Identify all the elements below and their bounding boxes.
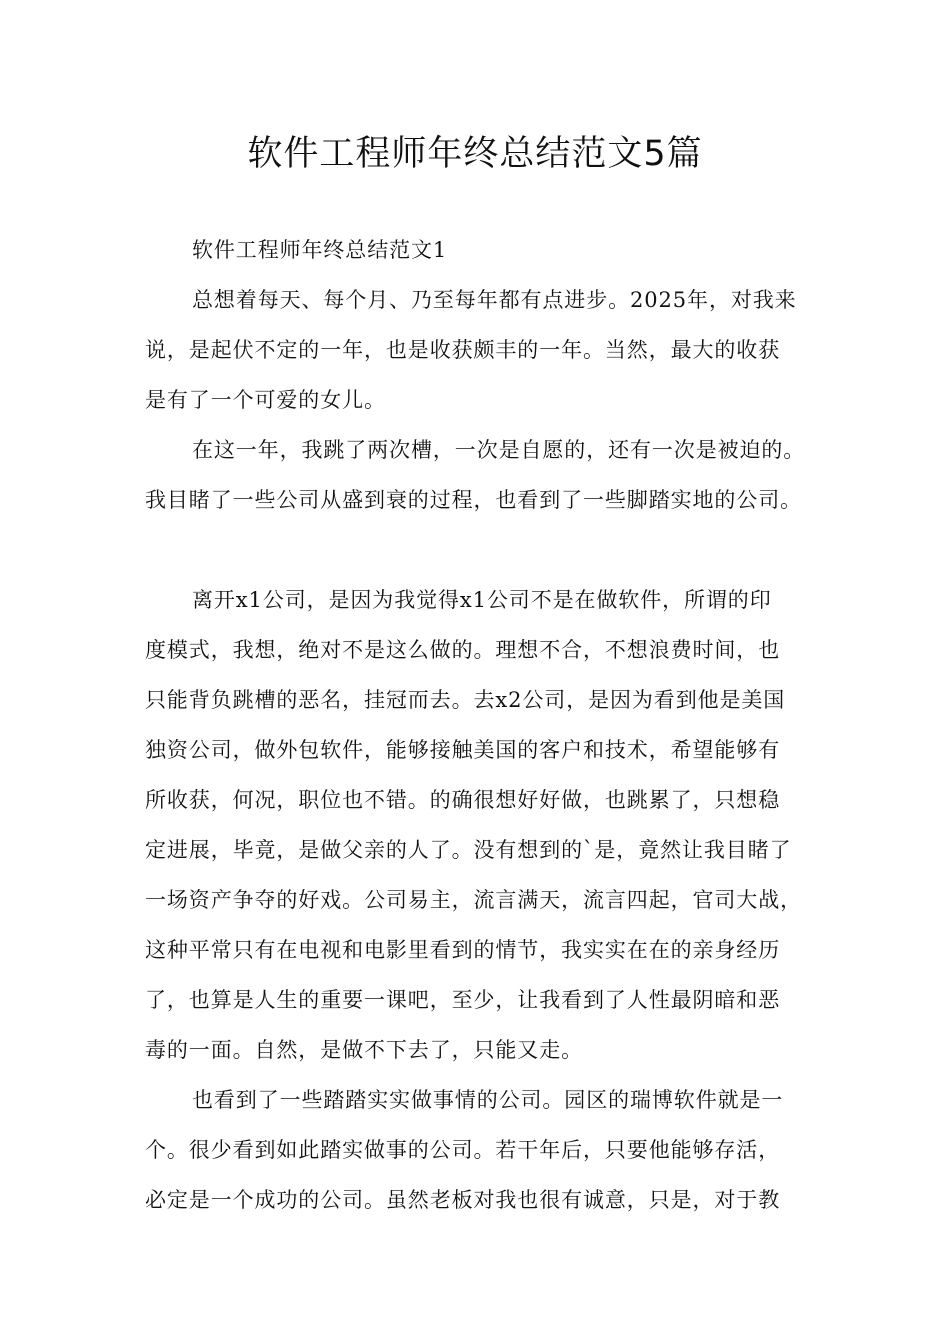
body-line: 定进展，毕竟，是做父亲的人了。没有想到的`是，竟然让我目睹了: [145, 838, 792, 862]
body-line: 也看到了一些踏踏实实做事情的公司。园区的瑞博软件就是一: [192, 1088, 784, 1112]
body-line: 必定是一个成功的公司。虽然老板对我也很有诚意，只是，对于教: [145, 1188, 781, 1212]
body-line: 只能背负跳槽的恶名，挂冠而去。去x2公司，是因为看到他是美国: [145, 688, 786, 712]
body-line: 说，是起伏不定的一年，也是收获颇丰的一年。当然，最大的收获: [145, 338, 781, 362]
body-line: 独资公司，做外包软件，能够接触美国的客户和技术，希望能够有: [145, 738, 781, 762]
body-line: 这种平常只有在电视和电影里看到的情节，我实实在在的亲身经历: [145, 938, 781, 962]
body-line: 毒的一面。自然，是做不下去了，只能又走。: [145, 1038, 583, 1062]
body-line: 个。很少看到如此踏实做事的公司。若干年后，只要他能够存活，: [145, 1138, 781, 1162]
body-line: 了，也算是人生的重要一课吧，至少，让我看到了人性最阴暗和恶: [145, 988, 781, 1012]
body-line: 我目睹了一些公司从盛到衰的过程，也看到了一些脚踏实地的公司。: [145, 488, 802, 512]
document-title: 软件工程师年终总结范文5篇: [247, 134, 703, 174]
body-line: 总想着每天、每个月、乃至每年都有点进步。2025年，对我来: [192, 288, 797, 312]
section-heading: 软件工程师年终总结范文1: [192, 238, 448, 262]
body-line: 一场资产争夺的好戏。公司易主，流言满天，流言四起，官司大战，: [145, 888, 802, 912]
body-line: 离开x1公司，是因为我觉得x1公司不是在做软件，所谓的印: [192, 588, 772, 612]
body-line: 度模式，我想，绝对不是这么做的。理想不合，不想浪费时间，也: [145, 638, 781, 662]
body-line: 是有了一个可爱的女儿。: [145, 388, 386, 412]
body-line: 在这一年，我跳了两次槽，一次是自愿的，还有一次是被迫的。: [192, 438, 806, 462]
body-line: 所收获，何况，职位也不错。的确很想好好做，也跳累了，只想稳: [145, 788, 781, 812]
